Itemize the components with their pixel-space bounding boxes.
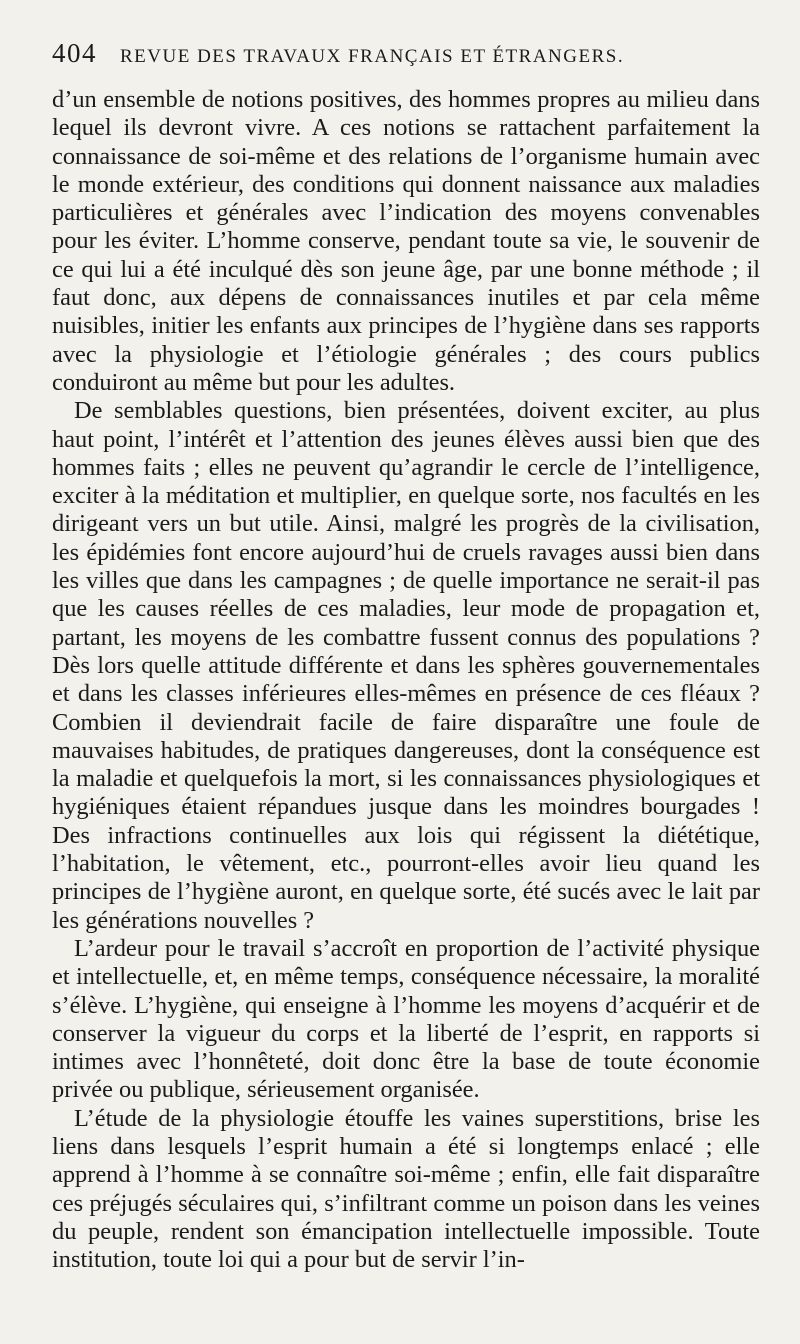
running-head: [52, 38, 760, 86]
paragraph: De semblables questions, bien présentées, doivent exciter, au plus haut point, l’intérêt et l’attention des jeunes élèves aussi bien que des hommes faits ; elles ne peuvent qu’agrandir le cercle de l’intelligence, exciter à la méditation et multiplier, en quelque sorte, nos facultés en les dirigeant vers un but utile. Ainsi, malgré les progrès de la civilisation, les épidémies font encore aujourd’hui de cruels ravages aussi bien dans les villes que dans les campagnes ; de quelle importance ne serait-il pas que les causes réelles de ces maladies, leur mode de propagation et, partant, les moyens de les combattre fussent connus des populations ? Dès lors quelle attitude différente et dans les sphères gouvernementales et dans les classes inférieures elles-mêmes en présence de ces fléaux ? Combien il deviendrait facile de faire disparaître une foule de mauvaises habitudes, de pratiques dangereuses, dont la conséquence est la maladie et quelquefois la mort, si les connaissances physiologiques et hygiéniques étaient répandues jusque dans les moindres bourgades ! Des infractions continuelles aux lois qui régissent la diététique, l’habitation, le vêtement, etc., pourront-elles avoir lieu quand les principes de l’hygiène auront, en quelque sorte, été sucés avec le lait par les générations nouvelles ?: [52, 397, 760, 934]
paragraph-continuation: d’un ensemble de notions positives, des hommes propres au milieu dans lequel ils devront vivre. A ces notions se rattachent parfaitement la connaissance de soi-même et des relations de l’organisme humain avec le monde extérieur, des conditions qui donnent naissance aux maladies particulières et générales avec l’indication des moyens convenables pour les éviter. L’homme conserve, pendant toute sa vie, le souvenir de ce qui lui a été inculqué dès son jeune âge, par une bonne méthode ; il faut donc, aux dépens de connaissances inutiles et par cela même nuisibles, initier les enfants aux principes de l’hygiène dans ses rapports avec la physiologie et l’étiologie générales ; des cours publics conduiront au même but pour les adultes.: [52, 86, 760, 396]
body-text: [52, 86, 760, 1274]
running-title: REVUE DES TRAVAUX FRANÇAIS ET ÉTRANGERS.: [120, 46, 625, 67]
paragraph: L’étude de la physiologie étouffe les vaines superstitions, brise les liens dans lesquels l’esprit humain a été si longtemps enlacé ; elle apprend à l’homme à se connaître soi-même ; enfin, elle fait disparaître ces préjugés séculaires qui, s’infiltrant comme un poison dans les veines du peuple, rendent son émancipation intellectuelle impossible. Toute institution, toute loi qui a pour but de servir l’in-: [52, 1104, 760, 1274]
page-number: 404: [52, 38, 97, 68]
paragraph: L’ardeur pour le travail s’accroît en proportion de l’activité physique et intellectuelle, et, en même temps, conséquence nécessaire, la moralité s’élève. L’hygiène, qui enseigne à l’homme les moyens d’acquérir et de conserver la vigueur du corps et la liberté de l’esprit, en rapports si intimes avec l’honnêteté, doit donc être la base de toute économie privée ou publique, sérieusement organisée.: [52, 934, 760, 1104]
